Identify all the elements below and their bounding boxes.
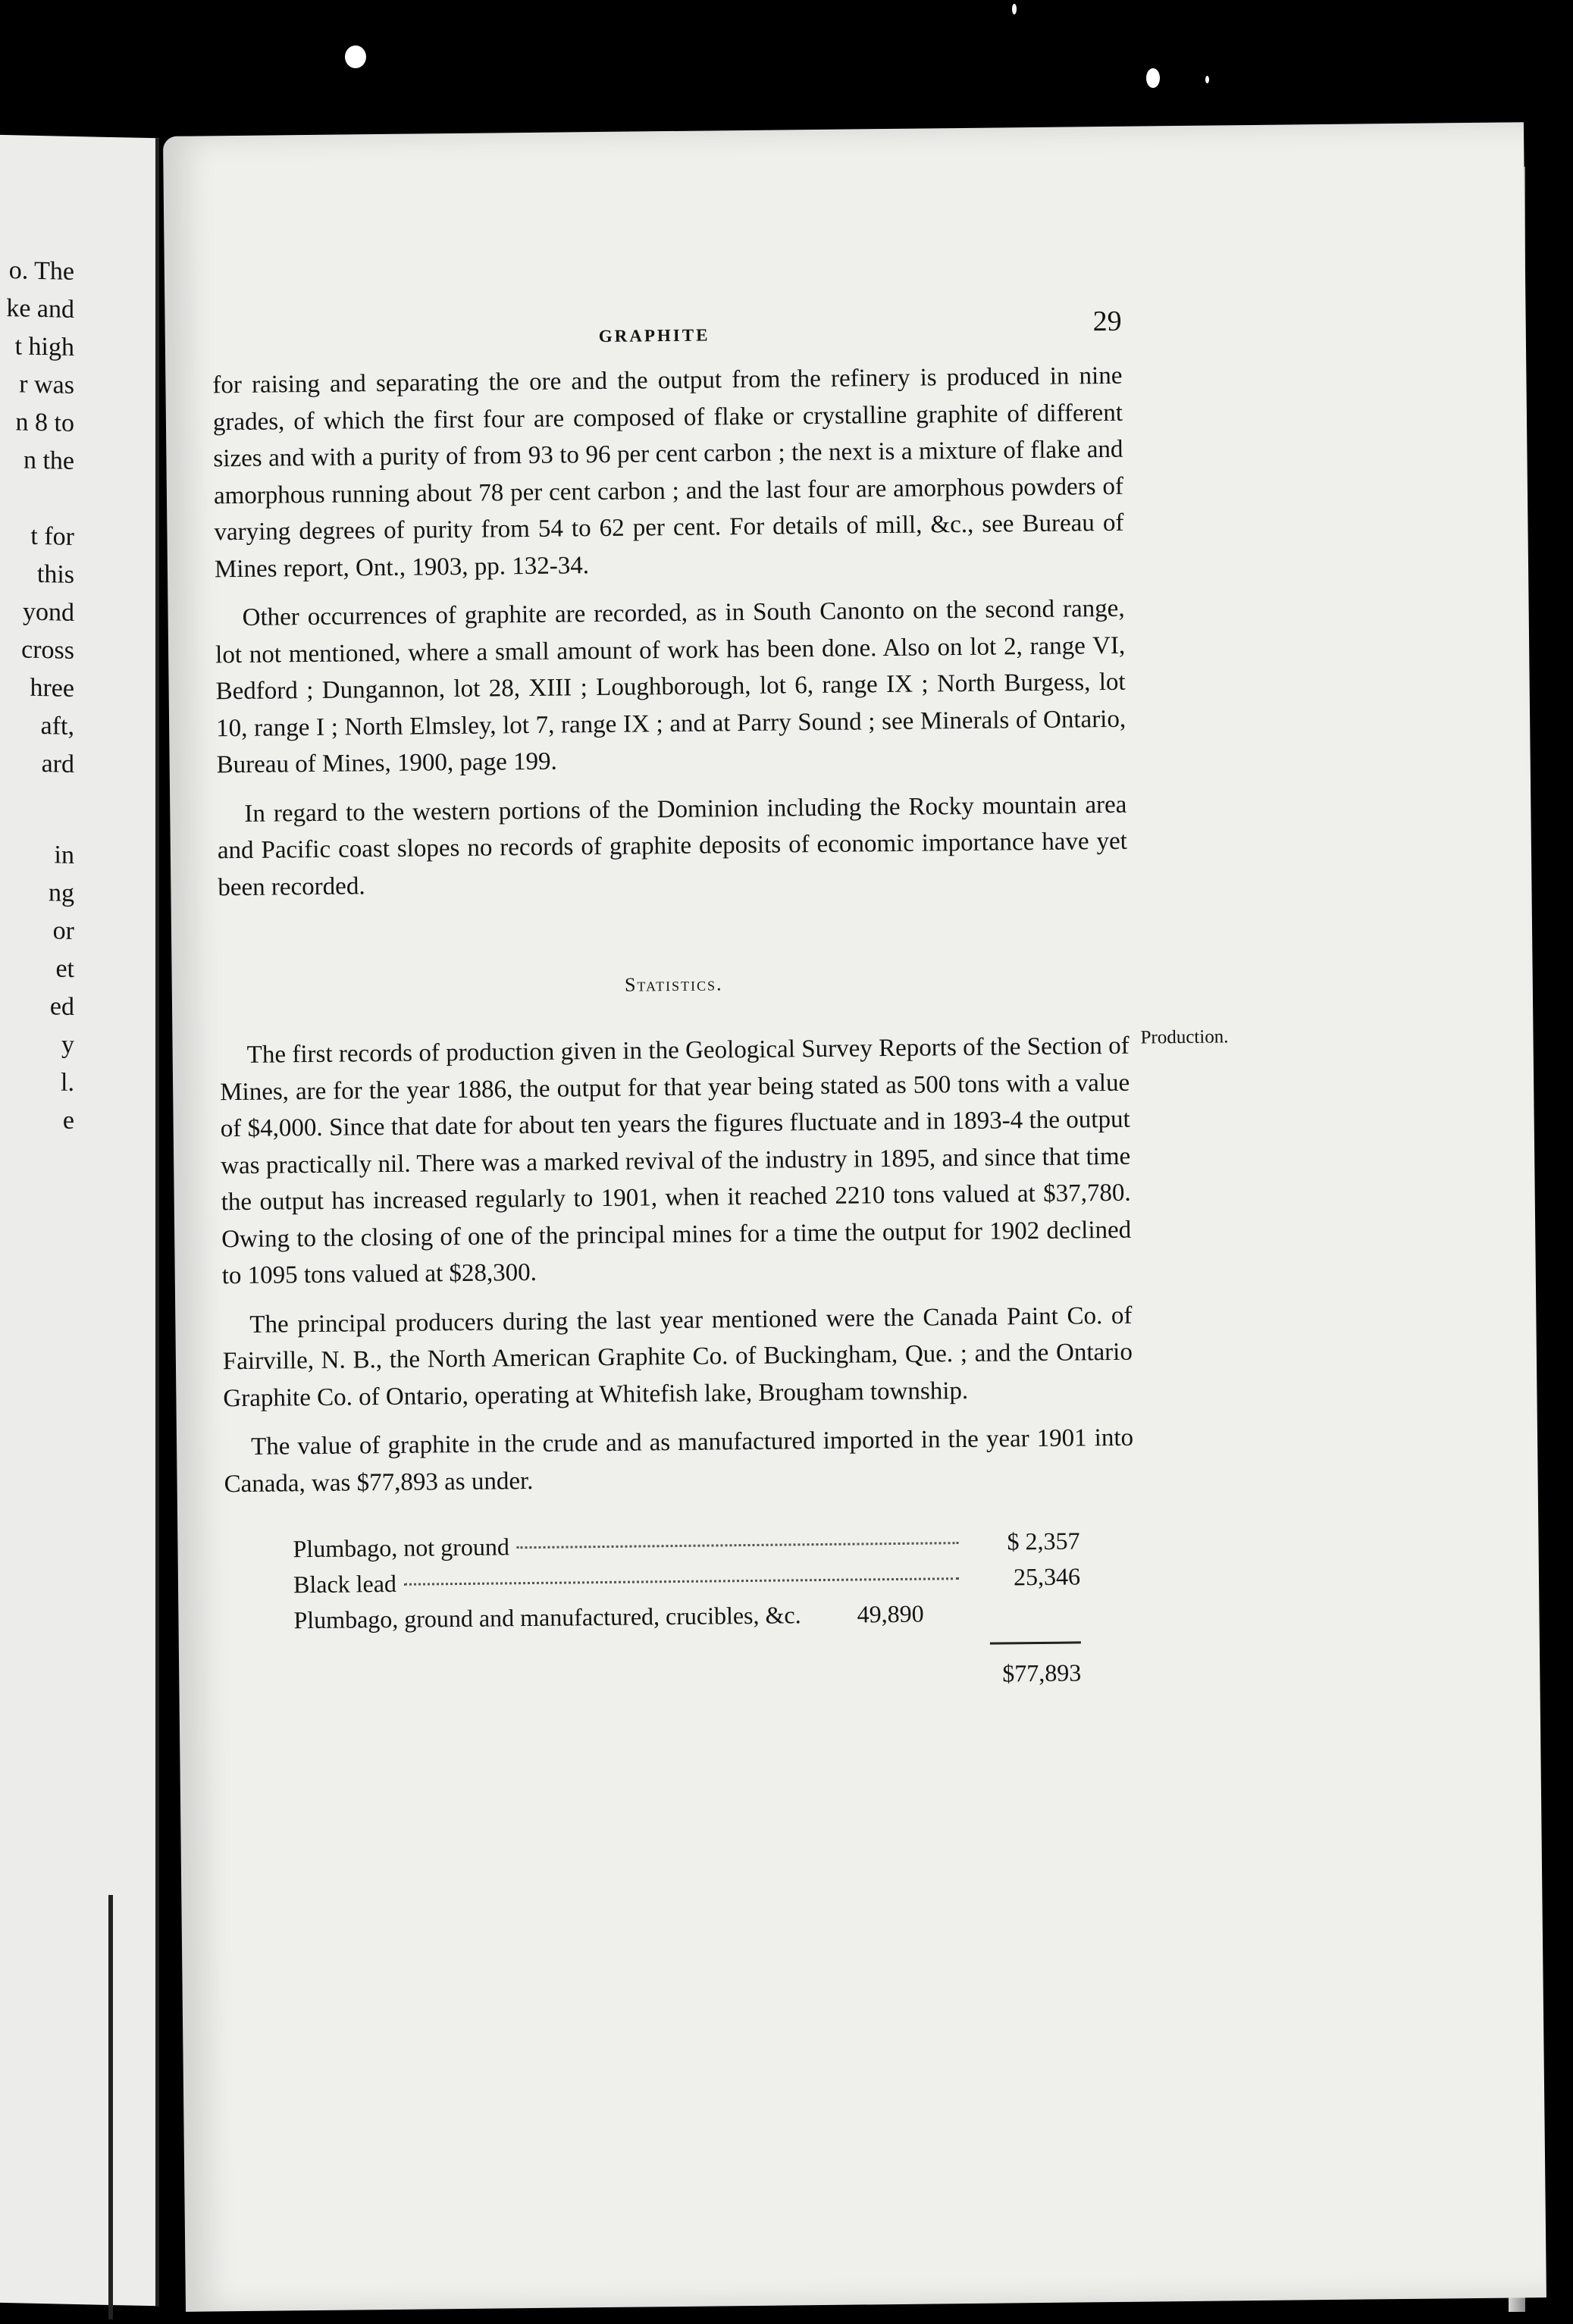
dot-leader	[517, 1542, 959, 1549]
margin-note-production: Production.	[1140, 1026, 1229, 1048]
paragraph-import-value: The value of graphite in the crude and as manufactured imported in the year 1901 into Canada, was $77,893 as under.	[224, 1424, 1134, 1498]
left-page-gutter-line	[108, 1895, 113, 2319]
left-page-fragment: ke and	[6, 294, 74, 324]
left-page-fragment: t high	[14, 332, 74, 362]
paragraph-production-records: The first records of production given in the Geological Survey Reports of the Section of Mines, are for the year 1886, the output for that year being stated as 500 tons with a value of $4,000. Since that date for about ten years the figures fluctuate and in 1893-4 the output was practically nil. There was a marked revival of the industry in 1895, and since that time the output has increased regularly to 1901, when it reached 2210 tons valued at $37,780. Owing to the closing of one of the principal mines for a time the output for 1902 declined to 1095 tons valued at $28,300.	[220, 1032, 1132, 1290]
page-number: 29	[1092, 305, 1122, 338]
left-page-fragment: t for	[30, 521, 74, 551]
paragraph-other-occurrences: Other occurrences of graphite are recorded, as in South Canonto on the second range, lot not mentioned, where a small amount of work has been done. Also on lot 2, range VI, Bedford ; Dungannon, lot 28, XIII ; Loughborough, lot 6, range IX ; North Burgess, lot 10, range I ; North Elmsley, lot 7, range IX ; and at Parry Sound ; see Minerals of Ontario, Bureau of Mines, 1900, page 199.	[215, 594, 1126, 779]
left-page-fragment: n 8 to	[15, 408, 74, 437]
dot-leader	[404, 1577, 959, 1586]
left-page-fragment: et	[55, 954, 74, 983]
left-page-fragment: ard	[41, 750, 74, 778]
running-header	[212, 305, 1122, 368]
import-row	[293, 1598, 1080, 1642]
page-text	[212, 305, 1229, 1696]
left-page-fragment: in	[54, 841, 74, 869]
left-page-fragment: l.	[61, 1068, 74, 1097]
statistics-section	[219, 1026, 1229, 1696]
paragraph-western-portions: In regard to the western portions of the Dominion including the Rocky mountain area and Pacific coast slopes no records of graphite deposits of economic importance have yet been recorded.	[217, 791, 1127, 901]
left-page-fragment: ed	[49, 992, 74, 1021]
paragraph-mill-output: for raising and separating the ore and the output from the refinery is produced in nine grades, of which the first four are composed of flake or crystalline graphite of different sizes and with a purity of from 93 to 96 per cent carbon ; the next is a mixture of flake and amorphous running about 78 per cent carbon ; and the last four are amorphous powders of varying degrees of purity from 54 to 62 per cent. For details of mill, &c., see Bureau of Mines report, Ont., 1903, pp. 132-34.	[212, 362, 1124, 583]
import-amount: 25,346	[1013, 1562, 1081, 1591]
import-amount: 49,890	[857, 1599, 924, 1628]
left-page-fragment: hree	[30, 673, 74, 703]
left-page-fragment: yond	[23, 597, 74, 627]
book-page	[163, 122, 1546, 2312]
total-rule	[990, 1641, 1081, 1644]
paragraph-principal-producers: The principal producers during the last year mentioned were the Canada Paint Co. of Fairville, N. B., the North American Graphite Co. of Buckingham, Que. ; and the Ontario Graphite Co. of Ontario, operating at Whitefish lake, Brougham township.	[222, 1301, 1133, 1412]
left-page-fragment: ng	[49, 879, 74, 907]
left-page-fragment: or	[52, 916, 74, 945]
import-amount: $ 2,357	[1007, 1527, 1080, 1555]
left-page-fragment: aft,	[40, 712, 74, 741]
import-table	[293, 1527, 1081, 1695]
import-label: Black lead	[293, 1569, 397, 1599]
left-page-fragment: this	[36, 559, 74, 589]
import-label: Plumbago, ground and manufactured, crucibles, &c.	[293, 1601, 801, 1634]
import-label: Plumbago, not ground	[293, 1533, 510, 1563]
left-page-fragment: r was	[19, 370, 74, 399]
left-page-fragment: o. The	[8, 256, 74, 286]
left-page-fragment: n the	[23, 446, 74, 475]
left-page-fragment: y	[61, 1030, 74, 1059]
left-page-fragment: cross	[21, 635, 74, 665]
left-page-fragment: e	[62, 1106, 74, 1135]
running-title: GRAPHITE	[598, 325, 710, 346]
import-total: $77,893	[1002, 1658, 1082, 1687]
section-heading-statistics: Statistics.	[624, 973, 723, 996]
left-page-edge	[0, 135, 159, 2307]
